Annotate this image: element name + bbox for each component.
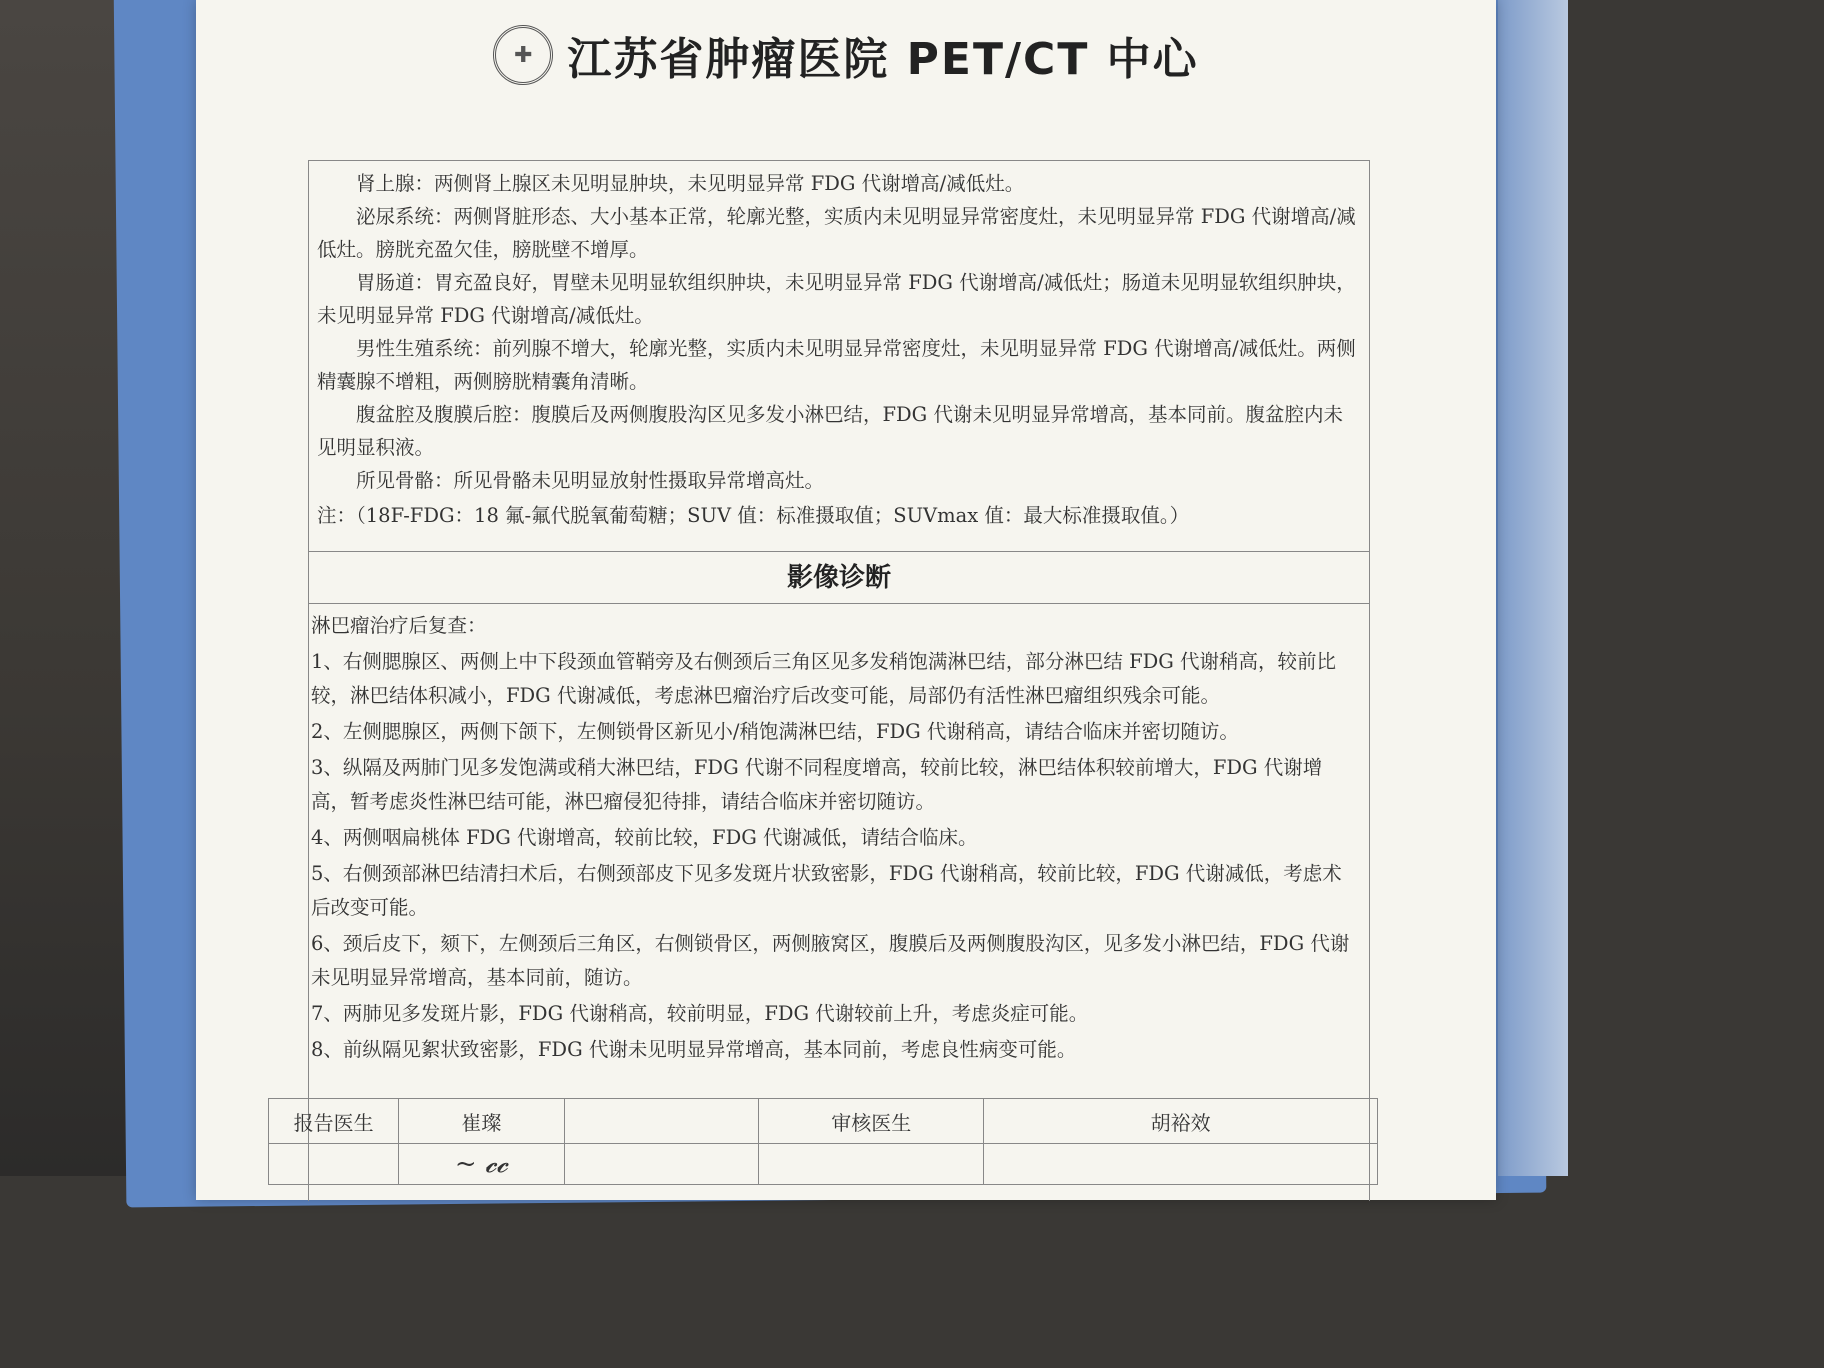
finding-paragraph: 所见骨骼：所见骨骼未见明显放射性摄取异常增高灶。 [356, 469, 825, 492]
diagnosis-item: 7、两肺见多发斑片影，FDG 代谢稍高，较前明显，FDG 代谢较前上升，考虑炎症可能。 [311, 1002, 1089, 1025]
report-header [196, 10, 1496, 100]
finding-paragraph: 肾上腺：两侧肾上腺区未见明显肿块，未见明显异常 FDG 代谢增高/减低灶。 [356, 172, 1025, 195]
folder-edge [1498, 0, 1568, 1176]
finding-paragraph: 腹盆腔及腹膜后腔：腹膜后及两侧腹股沟区见多发小淋巴结，FDG 代谢未见明显异常增高，基本同前。腹盆腔内未见明显积液。 [317, 403, 1343, 459]
finding-paragraph: 男性生殖系统：前列腺不增大，轮廓光整，实质内未见明显异常密度灶，未见明显异常 FDG 代谢增高/减低灶。两侧精囊腺不增粗，两侧膀胱精囊角清晰。 [317, 337, 1356, 393]
report-frame [308, 160, 1370, 1201]
diagnosis-item: 6、颈后皮下，颏下，左侧颈后三角区，右侧锁骨区，两侧腋窝区，腹膜后及两侧腹股沟区，见多发小淋巴结，FDG 代谢未见明显异常增高，基本同前，随访。 [311, 932, 1350, 989]
report-doctor-label: 报告医生 [269, 1099, 399, 1144]
review-doctor-name: 胡裕效 [984, 1099, 1378, 1144]
diagnosis-item: 1、右侧腮腺区、两侧上中下段颈血管鞘旁及右侧颈后三角区见多发稍饱满淋巴结，部分淋巴结 FDG 代谢稍高，较前比较，淋巴结体积减小，FDG 代谢减低，考虑淋巴瘤治疗后改变可能，局部仍有活性淋巴瘤组织残余可能。 [311, 650, 1337, 707]
blank-cell [759, 1144, 984, 1185]
diagnosis-heading: 影像诊断 [786, 563, 891, 593]
diagnosis-item: 3、纵隔及两肺门见多发饱满或稍大淋巴结，FDG 代谢不同程度增高，较前比较，淋巴结体积较前增大，FDG 代谢增高，暂考虑炎性淋巴结可能，淋巴瘤侵犯待排，请结合临床并密切随访。 [311, 756, 1323, 813]
diagnosis-item: 5、右侧颈部淋巴结清扫术后，右侧颈部皮下见多发斑片状致密影，FDG 代谢稍高，较前比较，FDG 代谢减低，考虑术后改变可能。 [311, 862, 1342, 919]
handwritten-signature: ~ 𝓬𝓬 [399, 1144, 564, 1185]
diagnosis-item: 2、左侧腮腺区，两侧下颌下，左侧锁骨区新见小/稍饱满淋巴结，FDG 代谢稍高，请结合临床并密切随访。 [311, 720, 1239, 743]
signature-table [268, 1098, 1378, 1185]
review-doctor-label: 审核医生 [759, 1099, 984, 1144]
diagnosis-item: 4、两侧咽扁桃体 FDG 代谢增高，较前比较，FDG 代谢减低，请结合临床。 [311, 826, 978, 849]
section-divider [309, 603, 1369, 604]
blank-cell [564, 1099, 759, 1144]
section-divider [309, 551, 1369, 552]
blank-cell [984, 1144, 1378, 1185]
report-sheet [196, 0, 1496, 1200]
finding-paragraph: 胃肠道：胃充盈良好，胃壁未见明显软组织肿块，未见明显异常 FDG 代谢增高/减低灶；肠道未见明显软组织肿块，未见明显异常 FDG 代谢增高/减低灶。 [317, 271, 1356, 327]
finding-paragraph: 泌尿系统：两侧肾脏形态、大小基本正常，轮廓光整，实质内未见明显异常密度灶，未见明显异常 FDG 代谢增高/减低灶。膀胱充盈欠佳，膀胱壁不增厚。 [317, 205, 1356, 261]
findings-section [317, 167, 1357, 532]
diagnosis-intro: 淋巴瘤治疗后复查： [311, 614, 487, 637]
report-title: 江苏省肿瘤医院 PET/CT 中心 [567, 34, 1199, 85]
diagnosis-section [311, 609, 1361, 1067]
hospital-logo-icon: ✚ [493, 25, 553, 85]
abbreviation-note: 注：（18F-FDG：18 氟-氟代脱氧葡萄糖；SUV 值：标准摄取值；SUVmax 值：最大标准摄取值。） [317, 504, 1190, 527]
diagnosis-item: 8、前纵隔见絮状致密影，FDG 代谢未见明显异常增高，基本同前，考虑良性病变可能。 [311, 1038, 1077, 1061]
report-doctor-name: 崔璨 [399, 1099, 564, 1144]
blank-cell [564, 1144, 759, 1185]
blank-cell [269, 1144, 399, 1185]
